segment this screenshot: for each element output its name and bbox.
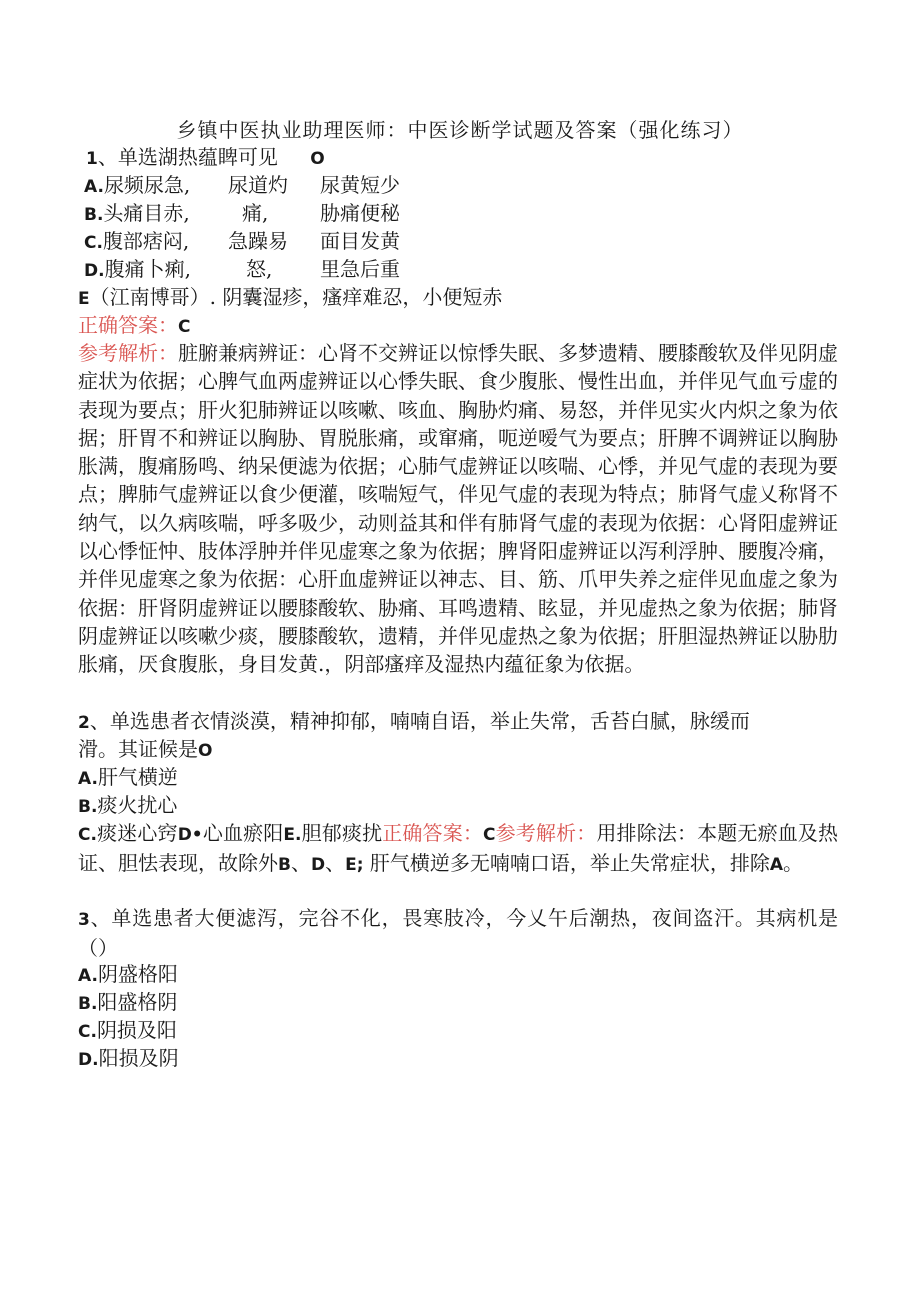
answer-blank: O [310,149,325,169]
q2-option-a: A.肝气横逆 [78,765,178,789]
q2-option-e: E.胆郁痰扰 [283,821,383,845]
q2-options-and-analysis [78,819,838,880]
q1-option-d: D.腹痛卜痢, [84,257,191,281]
q1-answer: 正确答案：C [78,313,191,337]
question-3-stem: 3、单选患者大便滤泻，完谷不化，畏寒肢冷，今乂午后潮热，夜间盗汗。其病机是（） [78,906,838,961]
q3-option-d: D.阳损及阴 [78,1046,179,1070]
q3-option-c: C.阴损及阳 [78,1018,177,1042]
q1-option-c: C.腹部痞闷, [84,229,190,253]
q2-answer-label: 正确答案： [382,821,483,845]
q2-option-d: D•心血瘀阳 [177,821,284,845]
question-2-stem: 2、单选患者衣情淡漠，精神抑郁，喃喃自语，举止失常，舌苔白腻，脉缓而 [78,709,750,733]
q1-option-a: A.尿频尿急, [84,173,191,197]
document-title: 乡镇中医执业助理医师：中医诊断学试题及答案（强化练习） [176,118,744,142]
q2-option-c: C.痰迷心窍 [78,821,178,845]
q1-option-b: B.头痛目赤, [84,201,190,225]
q3-option-b: B.阳盛格阴 [78,990,178,1014]
q1-options-col1 [84,171,191,283]
q3-option-a: A.阴盛格阳 [78,962,178,986]
q2-analysis: 用排除法：本题无瘀血及热证、胆怯表现，故除外B、D、E; 肝气横逆多无喃喃口语，举止失常症状，排除A。 [78,821,839,876]
question-1-stem: 1、单选湖热蕴睥可见 O [86,145,325,169]
q1-options-col3: 尿黄短少 胁痛便秘 面目发黄 里急后重 [320,173,400,281]
q2-answer: C [483,825,496,845]
q2-option-b: B.痰火扰心 [78,793,178,817]
q2-analysis-label: 参考解析： [495,821,597,845]
question-number: 1 [86,149,98,169]
question-number: 2 [78,713,90,733]
q1-option-e: E（江南博哥）. 阴囊湿疹，瘙痒难忍，小便短赤 [78,285,503,309]
question-2-stem-cont: 滑。其证候是O [78,737,213,761]
answer-blank: O [198,741,213,761]
q1-analysis: 参考解析：脏腑兼病辨证：心肾不交辨证以惊悸失眠、多梦遗精、腰膝酸软及伴见阴虚症状为依据；心脾气血两虚辨证以心悸失眠、食少腹胀、慢性出血，并伴见气血亏虚的表现为要点；肝火犯肺辨证以咳嗽、咳血、胸胁灼痛、易怒，并伴见实火内炽之象为依据；肝胃不和辨证以胸胁、胃脱胀痛，或窜痛，呃逆嗳气为要点；肝脾不调辨证以胸胁胀满，腹痛肠鸣、纳呆便滤为依据；心肺气虚辨证以咳喘、心悸，并见气虚的表现为要点；脾肺气虚辨证以食少便灌，咳喘短气，伴见气虚的表现为特点；肺肾气虚乂称肾不纳气，以久病咳喘，呼多吸少，动则益其和伴有肺肾气虚的表现为依据：心肾阳虚辨证以心悸怔忡、肢体浮肿并伴见虚寒之象为依据；脾肾阳虚辨证以泻利浮肿、腰腹冷痛，并伴见虚寒之象为依据：心肝血虚辨证以神志、目、筋、爪甲失养之症伴见血虚之象为依据：肝肾阴虚辨证以腰膝酸软、胁痛、耳鸣遗精、眩显，并见虚热之象为依据；肺肾阴虚辨证以咳嗽少痰，腰膝酸软，遗精，并伴见虚热之象为依据；肝胆湿热辨证以胁肋胀痛，厌食腹胀，身目发黄.，阴部瘙痒及湿热内蕴征象为依据。 [78,341,838,677]
question-number: 3 [78,910,90,930]
q1-options-col2: 尿道灼 痛, 急躁易 怒, [228,173,288,281]
